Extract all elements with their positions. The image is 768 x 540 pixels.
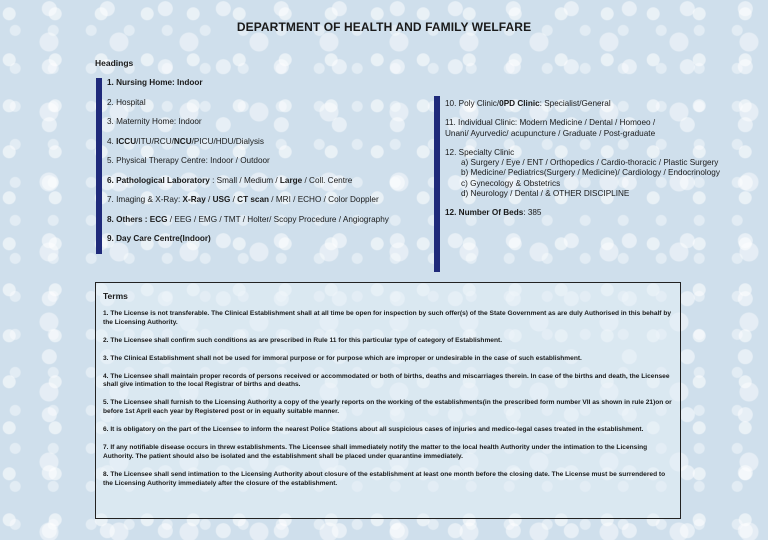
term-6: 6. It is obligatory on the part of the Licensee to inform the nearest Police Stations about all suspicious cases of injuries and medico-legal cases treated in the establishment. [103,426,644,434]
heading-item-11: 11. Individual Clinic: Modern Medicine / Dental / Homoeo / Unani/ Ayurvedic/ acupuncture / Graduate / Post-graduate [445,118,656,138]
heading-item-10: 10. Poly Clinic/0PD Clinic: Specialist/General [445,99,611,108]
headings-label: Headings [95,58,134,68]
term-8: 8. The Licensee shall send intimation to the Licensing Authority about closure of the establishment at least one month before the closing date. The License must be surrendered to the Licensing Authority immediately after the closure of the establishment. [103,470,666,487]
term-5: 5. The Licensee shall furnish to the Licensing Authority a copy of the yearly reports on the working of the establishments(in the prescribed form number VII as shown in rule 21)on or before 1st April each year by Registered post or in equally suitable manner. [103,399,672,416]
heading-item-9: 9. Day Care Centre(Indoor) [107,234,211,243]
heading-item-7: 7. Imaging & X-Ray: X-Ray / USG / CT scan / MRI / ECHO / Color Doppler [107,195,379,204]
right-accent-bar [434,96,440,272]
specialty-a: a) Surgery / Eye / ENT / Orthopedics / Cardio-thoracic / Plastic Surgery [461,158,719,167]
term-7: 7. If any notifiable disease occurs in threw establishments. The Licensee shall immediately notify the matter to the local health Authority under the intimation to the Licensing Authority. The patient should also be isolated and the establishment shall be placed under quarantine immediately. [103,444,648,460]
headings-left-column [96,78,426,254]
term-4: 4. The Licensee shall maintain proper records of persons received or accommodated or both of births, deaths and miscarriages therein. In case of the births and death, the Licensee shall give intimation to the local Registrar of births and deaths. [103,372,670,389]
specialty-b: b) Medicine/ Pediatrics(Surgery / Medicine)/ Cardiology / Endocrinology [461,168,720,178]
heading-item-1: 1. Nursing Home: Indoor [107,78,203,87]
heading-item-6: 6. Pathological Laboratory : Small / Medium / Large / Coll. Centre [107,175,353,185]
term-3: 3. The Clinical Establishment shall not be used for immoral purpose or for purpose which are improper or undesirable in the case of such establishment. [103,354,582,362]
term-2: 2. The Licensee shall confirm such conditions as are prescribed in Rule 11 for this particular type of category of Establishment. [103,336,503,344]
terms-title: Terms [103,291,128,301]
specialty-c: c) Gynecology & Obstetrics [461,178,561,188]
heading-item-5: 5. Physical Therapy Centre: Indoor / Outdoor [107,156,270,165]
specialty-clinic-title: 12. Specialty Clinic [445,147,515,157]
heading-item-4: 4. ICCU/ITU/RCU/NCU/PICU/HDU/Dialysis [107,136,264,146]
headings-right-column [434,96,764,272]
term-1: 1. The License is not transferable. The Clinical Establishment shall at all time be open for inspection by such offer(s) of the State Government as are duly Authorised in this behalf by the Licensing Authority. [103,310,672,326]
heading-item-2: 2. Hospital [107,97,146,107]
heading-item-3: 3. Maternity Home: Indoor [107,117,202,126]
number-of-beds: 12. Number Of Beds: 385 [445,208,542,217]
left-accent-bar [96,78,102,254]
page-title: DEPARTMENT OF HEALTH AND FAMILY WELFARE [236,20,532,34]
heading-item-12 [445,148,764,199]
specialty-d: d) Neurology / Dental / & OTHER DISCIPLINE [461,188,630,198]
terms-box [95,282,681,519]
heading-item-8: 8. Others : ECG / EEG / EMG / TMT / Holter/ Scopy Procedure / Angiography [107,214,389,224]
